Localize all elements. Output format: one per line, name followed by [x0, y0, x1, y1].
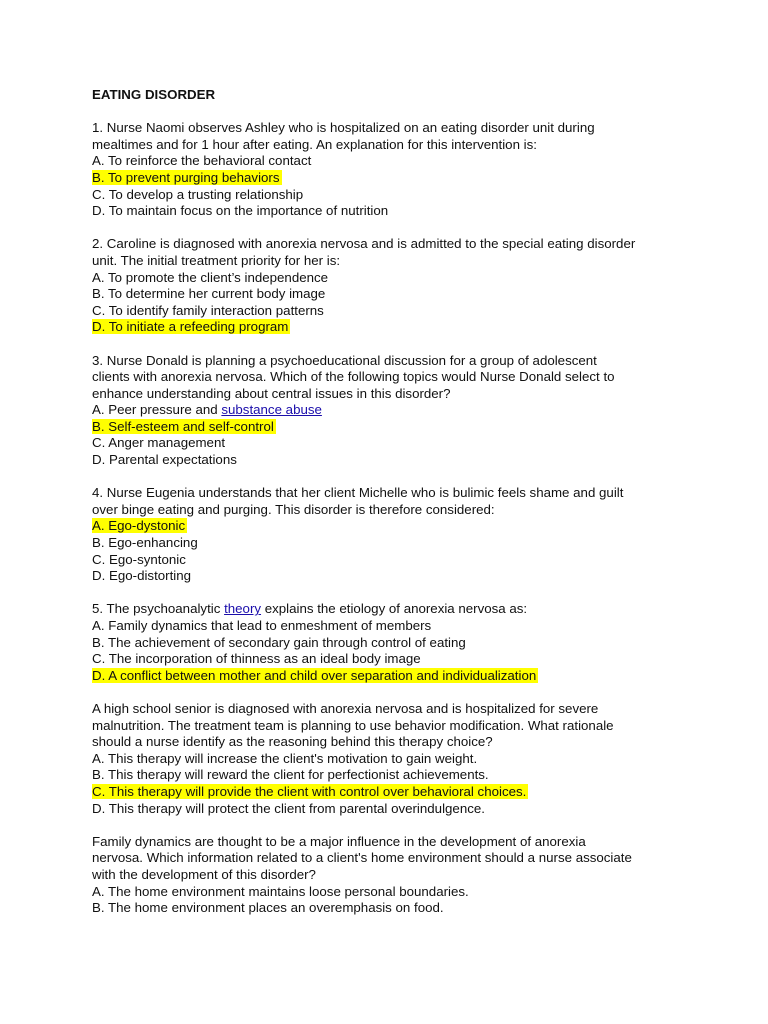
theory-link[interactable]: theory [224, 601, 262, 617]
question-5 [92, 601, 692, 684]
answer-option: B. This therapy will reward the client for perfectionist achievements. [92, 767, 489, 783]
highlight-marker: C. This therapy will provide the client with control over behavioral choices. [92, 783, 527, 799]
answer-option: C. The incorporation of thinness as an ideal body image [92, 651, 421, 667]
question-stem-line: mealtimes and for 1 hour after eating. An explanation for this intervention is: [92, 136, 537, 152]
answer-option-highlighted [92, 784, 692, 801]
answer-option-highlighted [92, 668, 692, 685]
question-stem-line: A high school senior is diagnosed with anorexia nervosa and is hospitalized for severe [92, 700, 599, 716]
answer-option-highlighted [92, 170, 692, 187]
question-7 [92, 834, 692, 917]
answer-option: D. This therapy will protect the client from parental overindulgence. [92, 800, 485, 816]
highlight-marker: D. A conflict between mother and child over separation and individualization [92, 667, 537, 683]
question-stem-line: should a nurse identify as the reasoning behind this therapy choice? [92, 734, 493, 750]
question-stem-line: with the development of this disorder? [92, 866, 316, 882]
highlight-marker: B. To prevent purging behaviors [92, 169, 280, 185]
page-title: EATING DISORDER [92, 87, 216, 102]
question-stem-line: over binge eating and purging. This disorder is therefore considered: [92, 501, 495, 517]
question-1 [92, 120, 692, 220]
answer-option: C. To identify family interaction patterns [92, 302, 324, 318]
substance-abuse-link[interactable]: substance abuse [221, 402, 322, 418]
answer-option: D. Parental expectations [92, 452, 237, 468]
answer-option: A. Peer pressure and substance abuse [92, 402, 322, 418]
question-stem-line: 5. The psychoanalytic theory explains the etiology of anorexia nervosa as: [92, 601, 528, 617]
question-stem-line: 3. Nurse Donald is planning a psychoeducational discussion for a group of adolescent [92, 352, 597, 368]
answer-option: D. To maintain focus on the importance of nutrition [92, 203, 389, 219]
question-stem-line: 4. Nurse Eugenia understands that her client Michelle who is bulimic feels shame and guilt [92, 485, 624, 501]
question-3 [92, 353, 692, 469]
answer-option: A. To promote the client’s independence [92, 269, 329, 285]
answer-option: D. Ego-distorting [92, 568, 192, 584]
answer-option-highlighted [92, 319, 692, 336]
answer-option: A. Family dynamics that lead to enmeshment of members [92, 618, 432, 633]
highlight-marker: A. Ego-dystonic [92, 518, 186, 534]
question-stem-line: malnutrition. The treatment team is planning to use behavior modification. What rationale [92, 717, 614, 733]
answer-option-highlighted [92, 419, 692, 436]
highlight-marker: B. Self-esteem and self-control [92, 418, 274, 434]
question-stem-line: unit. The initial treatment priority for her is: [92, 252, 341, 268]
answer-option: B. The home environment places an overemphasis on food. [92, 900, 444, 916]
answer-option: B. To determine her current body image [92, 286, 326, 302]
question-stem-line: 1. Nurse Naomi observes Ashley who is hospitalized on an eating disorder unit during [92, 120, 595, 136]
question-stem-line: nervosa. Which information related to a client's home environment should a nurse associate [92, 850, 632, 866]
answer-option: C. Ego-syntonic [92, 551, 186, 567]
question-stem-line: Family dynamics are thought to be a major influence in the development of anorexia [92, 833, 586, 849]
answer-option: B. Ego-enhancing [92, 535, 198, 551]
answer-option: A. To reinforce the behavioral contact [92, 153, 312, 169]
answer-option: C. To develop a trusting relationship [92, 186, 304, 202]
question-stem-line: clients with anorexia nervosa. Which of the following topics would Nurse Donald select to [92, 369, 615, 385]
question-4 [92, 485, 692, 585]
question-stem-line: enhance understanding about central issues in this disorder? [92, 385, 451, 401]
question-6 [92, 701, 692, 817]
answer-option-highlighted [92, 518, 692, 535]
answer-option: C. Anger management [92, 435, 226, 451]
answer-option: A. This therapy will increase the client's motivation to gain weight. [92, 750, 478, 766]
question-2 [92, 236, 692, 336]
highlight-marker: D. To initiate a refeeding program [92, 319, 289, 335]
answer-option: B. The achievement of secondary gain through control of eating [92, 634, 466, 650]
question-stem-line: 2. Caroline is diagnosed with anorexia nervosa and is admitted to the special eating disorder [92, 236, 636, 252]
answer-option: A. The home environment maintains loose personal boundaries. [92, 883, 469, 899]
document-body [92, 87, 692, 933]
